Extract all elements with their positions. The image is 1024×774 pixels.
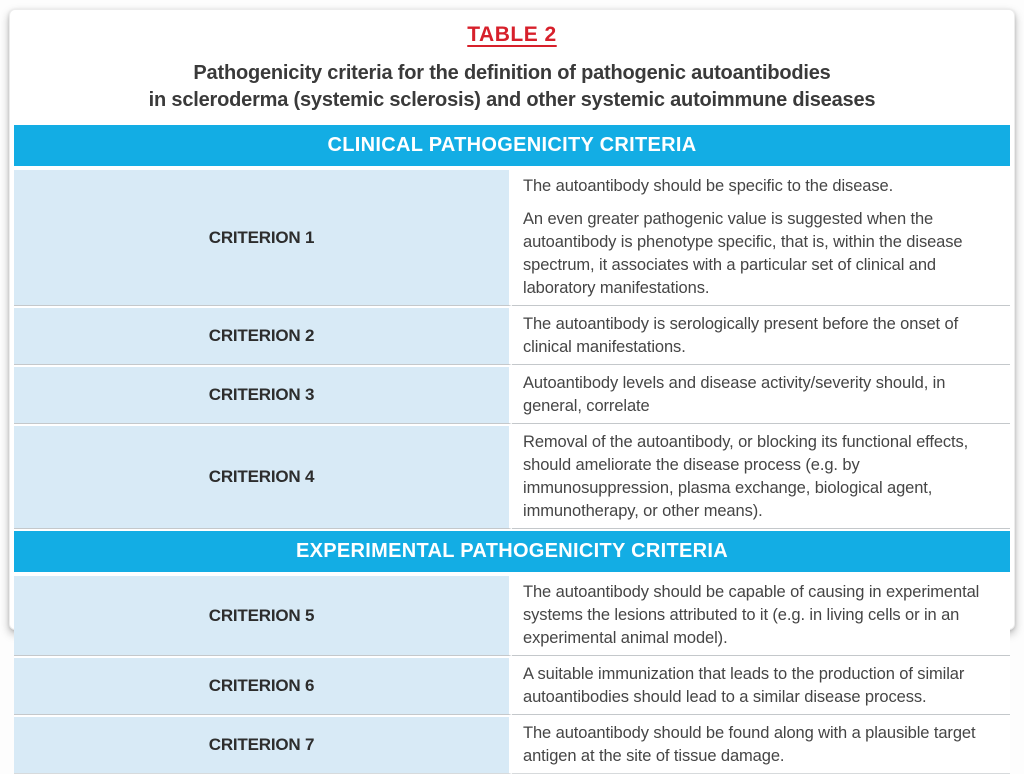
criterion-label: CRITERION 2 [14,306,512,365]
table-number-label: TABLE 2 [467,23,557,46]
table-title-line2: in scleroderma (systemic sclerosis) and other systemic autoimmune diseases [148,89,876,111]
criterion-row [14,306,1010,365]
criterion-label: CRITERION 5 [14,574,512,656]
section-header-clinical: CLINICAL PATHOGENICITY CRITERIA [14,123,1010,168]
criterion-label: CRITERION 4 [14,424,512,529]
criterion-label: CRITERION 7 [14,715,512,774]
criterion-label: CRITERION 3 [14,365,512,424]
criterion-description [512,365,1010,424]
criterion-description [512,424,1010,529]
criterion-paragraph: The autoantibody is serologically present before the onset of clinical manifestations. [523,315,959,356]
criterion-row [14,424,1010,529]
criterion-paragraph: An even greater pathogenic value is suggested when the autoantibody is phenotype specific, that is, within the disease spectrum, it associates with a particular set of clinical and laboratory manifestations. [523,210,963,297]
criterion-paragraph: Removal of the autoantibody, or blocking its functional effects, should ameliorate the disease process (e.g. by immunosuppression, plasma exchange, biological agent, immunotherapy, or other means). [523,433,969,520]
table-title-line1: Pathogenicity criteria for the definition of pathogenic autoantibodies [193,62,831,84]
criterion-paragraph: The autoantibody should be found along with a plausible target antigen at the site of tissue damage. [523,724,976,765]
criterion-description [512,306,1010,365]
criterion-paragraph: Autoantibody levels and disease activity/severity should, in general, correlate [523,374,946,415]
criterion-paragraph: A suitable immunization that leads to the production of similar autoantibodies should lead to a similar disease process. [523,665,965,706]
section-header-row-experimental [14,529,1010,574]
criterion-label: CRITERION 1 [14,168,512,306]
section-header-experimental: EXPERIMENTAL PATHOGENICITY CRITERIA [14,529,1010,574]
criterion-row [14,715,1010,774]
criterion-row [14,656,1010,715]
table-card [9,9,1015,765]
criterion-description [512,656,1010,715]
criterion-description [512,574,1010,656]
criterion-row [14,574,1010,656]
criterion-description [512,715,1010,774]
section-header-row-clinical [14,123,1010,168]
criterion-paragraph: The autoantibody should be capable of causing in experimental systems the lesions attributed to it (e.g. in living cells or in an experimental animal model). [523,583,980,647]
criterion-description [512,168,1010,306]
pathogenicity-criteria-table [14,123,1010,774]
criterion-row [14,168,1010,306]
criterion-label: CRITERION 6 [14,656,512,715]
criterion-row [14,365,1010,424]
criterion-paragraph: The autoantibody should be specific to the disease. [523,177,894,195]
table-title [10,60,1014,114]
